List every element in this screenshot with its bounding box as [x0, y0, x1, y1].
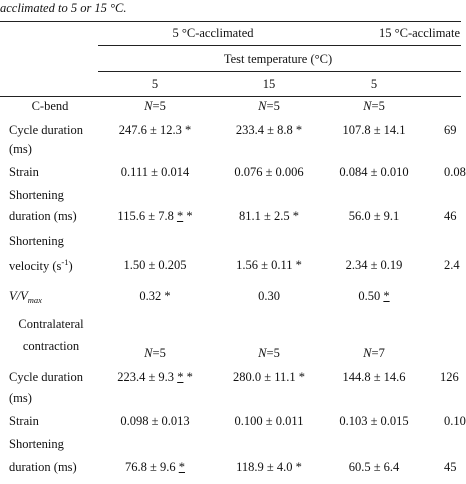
n-value — [363, 100, 385, 113]
significance-mark: * — [177, 370, 184, 384]
table-cell: 69 — [444, 123, 457, 137]
table-cell: 0.30 — [258, 289, 280, 303]
n-value — [258, 347, 280, 360]
row-label: Cycle duration — [9, 370, 83, 384]
n-count: =5 — [266, 346, 280, 360]
row-label: Shortening — [9, 437, 64, 451]
test-temperature-header: Test temperature (°C) — [223, 52, 333, 66]
table-cell — [125, 461, 185, 474]
table-cell: 0.100 ± 0.011 — [234, 414, 304, 428]
table-cell: 45 — [444, 460, 457, 474]
table-cell: 1.56 ± 0.11 * — [236, 258, 302, 272]
col-header-2: 15 — [262, 77, 276, 91]
table-cell: 56.0 ± 9.1 — [348, 209, 400, 223]
table-cell — [117, 210, 192, 223]
significance-mark: * — [183, 370, 193, 384]
significance-mark: * — [176, 209, 184, 223]
table-cell: 0.10 — [444, 414, 466, 428]
table-cell — [358, 290, 389, 303]
row-label: Shortening — [9, 234, 64, 248]
n-count: =5 — [152, 99, 166, 113]
significance-mark: * — [383, 289, 390, 303]
table-cell: 0.08 — [444, 165, 466, 179]
section-label-contralateral: Contralateral — [18, 317, 84, 331]
table-cell: 280.0 ± 11.1 * — [232, 370, 306, 384]
table-cell: 126 — [440, 370, 459, 384]
table-cell: 1.50 ± 0.205 — [123, 258, 187, 272]
table-cell: 0.076 ± 0.006 — [234, 165, 304, 179]
group-rule — [98, 45, 461, 46]
table-cell: 60.5 ± 6.4 — [348, 460, 400, 474]
n-value — [258, 100, 280, 113]
n-count: =7 — [371, 346, 385, 360]
table-cell: 2.4 — [444, 258, 460, 272]
table-caption: acclimated to 5 or 15 °C. — [0, 1, 127, 15]
slash: / — [16, 289, 21, 303]
table-cell: 0.084 ± 0.010 — [339, 165, 409, 179]
col-header-3: 5 — [370, 77, 378, 91]
group-header-15c: 15 °C-acclimate — [379, 26, 461, 40]
col-header-1: 5 — [151, 77, 159, 91]
n-symbol: N — [258, 346, 267, 360]
n-count: =5 — [152, 346, 166, 360]
row-label: (ms) — [9, 391, 32, 405]
cell-value: 115.6 ± 7.8 — [117, 209, 177, 223]
n-count: =5 — [371, 99, 385, 113]
row-label-text: velocity (s — [9, 259, 62, 273]
row-label: Cycle duration — [9, 123, 83, 137]
table-cell — [117, 371, 193, 384]
n-value — [144, 347, 166, 360]
table-cell: 0.103 ± 0.015 — [339, 414, 409, 428]
row-label: Strain — [9, 414, 39, 428]
table-cell: 0.32 * — [139, 289, 171, 303]
table-cell: 247.6 ± 12.3 * — [118, 123, 192, 137]
n-value — [144, 100, 166, 113]
section-label-contraction: contraction — [22, 339, 80, 353]
max-subscript: max — [27, 295, 42, 305]
table-cell: 2.34 ± 0.19 — [345, 258, 403, 272]
n-symbol: N — [363, 99, 372, 113]
n-symbol: N — [258, 99, 267, 113]
row-label — [9, 258, 73, 273]
n-symbol: N — [144, 346, 153, 360]
section-label-cbend: C-bend — [31, 99, 69, 113]
v-symbol: V — [20, 289, 28, 303]
row-label: Shortening — [9, 188, 64, 202]
row-label: Strain — [9, 165, 39, 179]
cell-value: 223.4 ± 9.3 — [117, 370, 178, 384]
row-label: duration (ms) — [9, 209, 77, 223]
v-symbol: V — [9, 289, 17, 303]
top-rule — [0, 21, 461, 22]
row-label-exponent: -1 — [61, 257, 69, 267]
n-value — [363, 347, 385, 360]
cell-value: 0.50 — [358, 289, 384, 303]
table-cell: 81.1 ± 2.5 * — [239, 209, 299, 223]
row-label-vvmax — [9, 290, 42, 305]
table-cell: 0.111 ± 0.014 — [120, 165, 190, 179]
cell-value: 76.8 ± 9.6 — [125, 460, 179, 474]
n-count: =5 — [266, 99, 280, 113]
table-cell: 233.4 ± 8.8 * — [235, 123, 303, 137]
test-temp-rule — [98, 71, 461, 72]
table-cell: 107.8 ± 14.1 — [342, 123, 406, 137]
row-label: (ms) — [9, 142, 32, 156]
table-cell: 0.098 ± 0.013 — [120, 414, 190, 428]
row-label: duration (ms) — [9, 460, 77, 474]
table-cell: 118.9 ± 4.0 * — [236, 460, 302, 474]
n-symbol: N — [363, 346, 372, 360]
table-cell: 46 — [444, 209, 457, 223]
significance-mark: * — [183, 209, 193, 223]
n-symbol: N — [144, 99, 153, 113]
table-cell: 144.8 ± 14.6 — [342, 370, 406, 384]
significance-mark: * — [178, 460, 185, 474]
header-bottom-rule — [0, 96, 461, 97]
group-header-5c: 5 °C-acclimated — [172, 26, 254, 40]
row-label-close: ) — [68, 259, 73, 273]
